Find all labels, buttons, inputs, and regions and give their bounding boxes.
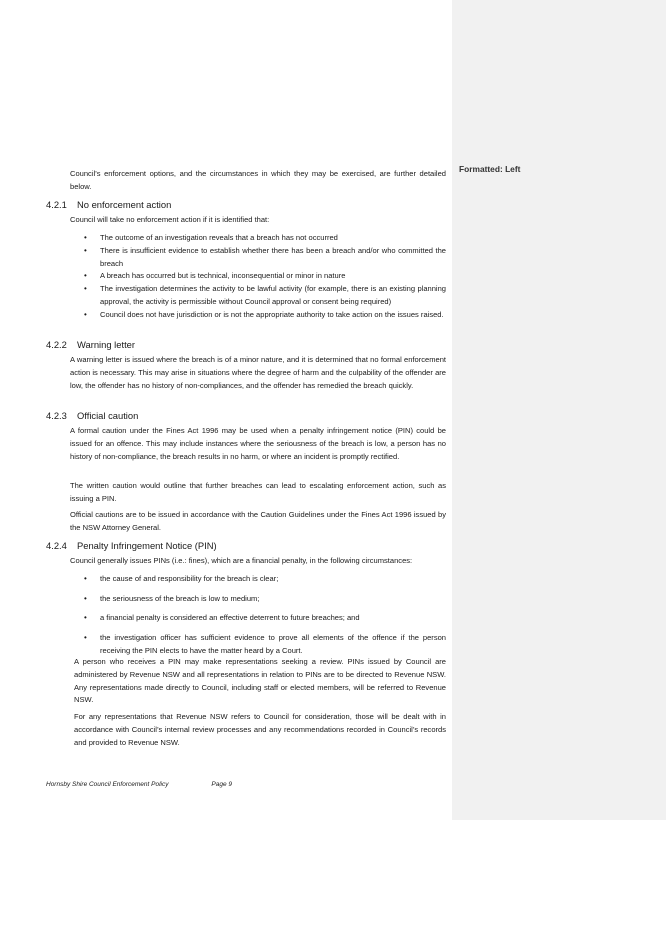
pin-lead: Council generally issues PINs (i.e.: fines), which are a financial penalty, in the following circumstances: (70, 556, 413, 565)
comment-pane (452, 0, 666, 820)
list-item: • Council does not have jurisdiction or is not the appropriate authority to take action on the issues raised. (84, 309, 446, 322)
heading-number: 4.2.4 (46, 540, 67, 551)
no-action-lead: Council will take no enforcement action if it is identified that: (70, 215, 270, 224)
heading-number: 4.2.2 (46, 339, 67, 350)
heading-title: Official caution (77, 410, 139, 421)
heading-4-2-1 (46, 199, 171, 211)
list-item: • There is insufficient evidence to establish whether there has been a breach and/or who committed the breach (84, 245, 446, 271)
list-item: • the cause of and responsibility for the breach is clear; (84, 573, 446, 586)
heading-4-2-3 (46, 410, 138, 422)
caution-paragraph-2: The written caution would outline that further breaches can lead to escalating enforcement action, such as issuing a PIN. (70, 481, 446, 503)
list-item: • the seriousness of the breach is low to medium; (84, 593, 446, 606)
list-item: • the investigation officer has sufficient evidence to prove all elements of the offence if the person receiving the PIN elects to have the matter heard by a Court. (84, 632, 446, 658)
footer-title: Hornsby Shire Council Enforcement Policy (46, 781, 169, 788)
heading-title: Penalty Infringement Notice (PIN) (77, 540, 217, 551)
caution-paragraph-1: A formal caution under the Fines Act 1996 may be used when a penalty infringement notice (PIN) could be issued for an offence. This may include instances where the seriousness of the breach is low, a person has no history of non-compliance, the breach results in no harm, or where an incident is promptly rectified. (70, 426, 446, 461)
pin-list (84, 573, 446, 664)
comment-label: Formatted: Left (459, 164, 521, 174)
heading-number: 4.2.3 (46, 410, 67, 421)
heading-title: No enforcement action (77, 199, 172, 210)
page-number: Page 9 (211, 781, 232, 788)
list-item: • The outcome of an investigation reveals that a breach has not occurred (84, 232, 446, 245)
caution-paragraph-3: Official cautions are to be issued in accordance with the Caution Guidelines under the Fines Act 1996 issued by the NSW Attorney General. (70, 510, 446, 532)
no-action-list (84, 232, 446, 322)
list-item: • a financial penalty is considered an effective deterrent to future breaches; and (84, 612, 446, 625)
pin-paragraph-2: For any representations that Revenue NSW refers to Council for consideration, those will be dealt with in accordance with Council’s internal review processes and any recommendations recorded in Council’s records and provided to Revenue NSW. (74, 712, 446, 747)
heading-title: Warning letter (77, 339, 136, 350)
heading-4-2-2 (46, 339, 135, 351)
heading-4-2-4 (46, 540, 217, 552)
intro-paragraph: Council’s enforcement options, and the circumstances in which they may be exercised, are further detailed below. (70, 169, 446, 191)
warning-letter-paragraph: A warning letter is issued where the breach is of a minor nature, and it is determined that no formal enforcement action is necessary. This may arise in situations where the degree of harm and the culpability of the offender are low, the offender has no history of non-compliances, and the offender has remedied the breach quickly. (70, 355, 446, 390)
pin-paragraph-1: A person who receives a PIN may make representations seeking a review. PINs issued by Council are administered by Revenue NSW and all representations in relation to PINs are to be directed to Revenue NSW. Any representations made directly to Council, including staff or elected members, will be referred to Revenue NSW. (74, 657, 446, 705)
heading-number: 4.2.1 (46, 199, 67, 210)
list-item: • The investigation determines the activity to be lawful activity (for example, there is an existing planning approval, the activity is permissible without Council approval or consent being required) (84, 283, 446, 309)
list-item: • A breach has occurred but is technical, inconsequential or minor in nature (84, 270, 446, 283)
